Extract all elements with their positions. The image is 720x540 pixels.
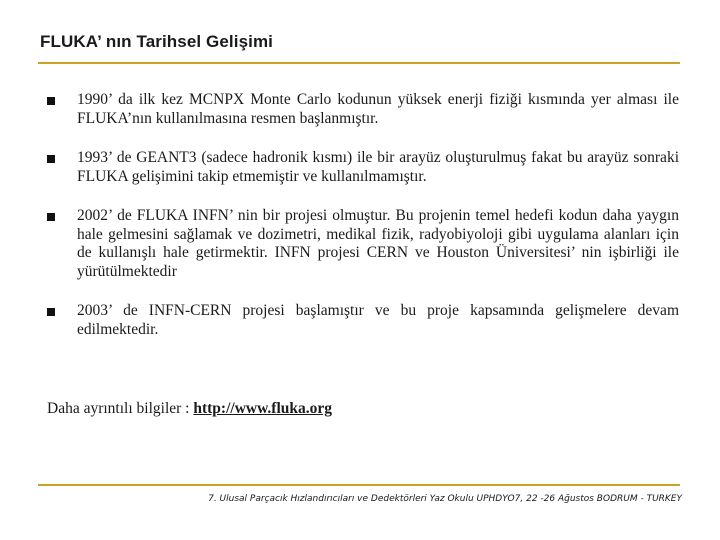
more-info-line — [47, 400, 332, 418]
list-item — [47, 302, 679, 339]
footer-divider — [38, 484, 680, 486]
square-bullet-icon — [47, 97, 55, 105]
square-bullet-icon — [47, 308, 55, 316]
list-item-text: 1993’ de GEANT3 (sadece hadronik kısmı) ile bir arayüz oluşturulmuş fakat bu arayüz sonraki FLUKA gelişimini takip etmemiştir ve kullanılmamıştır. — [77, 149, 679, 185]
list-item — [47, 207, 679, 281]
more-info-label: Daha ayrıntılı bilgiler : — [47, 400, 194, 417]
slide-title: FLUKA’ nın Tarihsel Gelişimi — [40, 32, 273, 51]
list-item-text: 1990’ da ilk kez MCNPX Monte Carlo kodunun yüksek enerji fiziği kısmında yer alması ile FLUKA’nın kullanılmasına resmen başlanmıştır. — [77, 91, 679, 127]
square-bullet-icon — [47, 155, 55, 163]
bullet-list — [47, 91, 679, 360]
fluka-website-link[interactable]: http://www.fluka.org — [193, 400, 333, 417]
list-item-text: 2003’ de INFN-CERN projesi başlamıştır ve bu proje kapsamında gelişmelere devam edilmektedir. — [77, 302, 679, 338]
title-divider — [38, 62, 680, 64]
list-item — [47, 149, 679, 186]
list-item — [47, 91, 679, 128]
list-item-text: 2002’ de FLUKA INFN’ nin bir projesi olmuştur. Bu projenin temel hedefi kodun daha yaygın hale gelmesini sağlamak ve dozimetri, medikal fizik, radyobiyoloji gibi uygulama alanları için de kullanışlı hale getirmektir. INFN projesi CERN ve Houston Üniversitesi’ nin işbirliği ile yürütülmektedir — [77, 207, 679, 280]
square-bullet-icon — [47, 213, 55, 221]
footer-text: 7. Ulusal Parçacık Hızlandırıcıları ve Dedektörleri Yaz Okulu UPHDYO7, 22 -26 Ağustos BODRUM - TURKEY — [208, 494, 682, 504]
